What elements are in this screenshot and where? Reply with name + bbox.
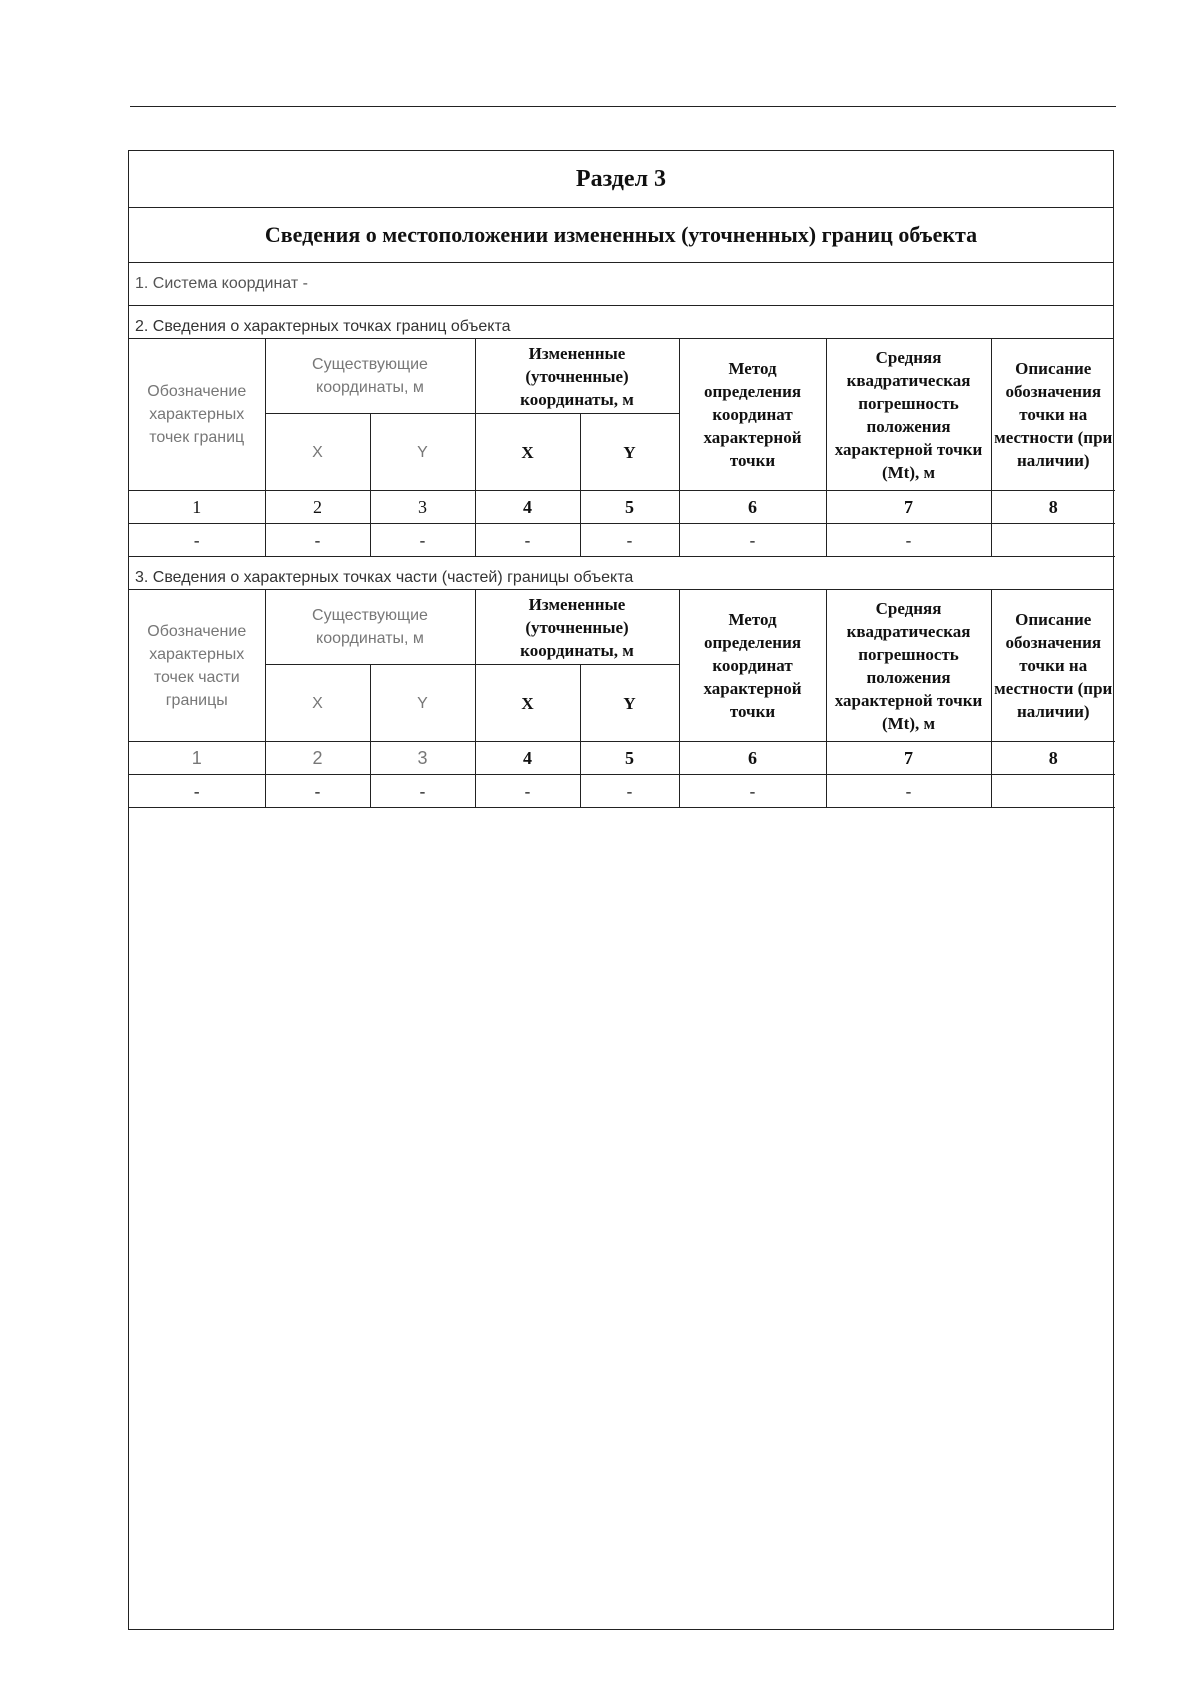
header-description: Описание обозначения точки на местности (при наличии) xyxy=(991,339,1115,491)
header-changed: Измененные (уточненные) координаты, м xyxy=(475,339,679,414)
header-changed: Измененные (уточненные) координаты, м xyxy=(475,590,679,665)
table-cell: - xyxy=(265,524,370,557)
table-cell xyxy=(991,524,1115,557)
table-row xyxy=(129,775,1115,808)
table-cell: - xyxy=(265,775,370,808)
column-number: 5 xyxy=(580,491,679,524)
column-number: 7 xyxy=(826,491,991,524)
column-number: 2 xyxy=(265,742,370,775)
section-subtitle: Сведения о местоположении измененных (уточненных) границ объекта xyxy=(129,208,1113,263)
header-designation: Обозначение характерных точек части границы xyxy=(129,590,265,742)
table-row xyxy=(129,524,1115,557)
table-cell: - xyxy=(679,524,826,557)
header-changed-y: Y xyxy=(580,665,679,742)
table1 xyxy=(129,339,1115,557)
table-cell xyxy=(991,775,1115,808)
header-changed-x: X xyxy=(475,414,580,491)
section-frame xyxy=(128,150,1114,1630)
header-description: Описание обозначения точки на местности (при наличии) xyxy=(991,590,1115,742)
table-cell: - xyxy=(475,524,580,557)
column-number: 1 xyxy=(129,491,265,524)
table2 xyxy=(129,590,1115,808)
column-number: 2 xyxy=(265,491,370,524)
column-number: 8 xyxy=(991,742,1115,775)
table-cell: - xyxy=(129,524,265,557)
header-existing: Существующие координаты, м xyxy=(265,590,475,665)
header-error: Средняя квадратическая погрешность положения характерной точки (Mt), м xyxy=(826,590,991,742)
header-existing: Существующие координаты, м xyxy=(265,339,475,414)
table-cell: - xyxy=(370,775,475,808)
column-number: 4 xyxy=(475,491,580,524)
header-method: Метод определения координат характерной точки xyxy=(679,339,826,491)
column-number: 3 xyxy=(370,491,475,524)
table-cell: - xyxy=(679,775,826,808)
section-title: Раздел 3 xyxy=(129,151,1113,208)
header-designation: Обозначение характерных точек границ xyxy=(129,339,265,491)
column-number: 8 xyxy=(991,491,1115,524)
top-rule xyxy=(130,106,1116,107)
column-number: 7 xyxy=(826,742,991,775)
header-existing-y: Y xyxy=(370,665,475,742)
table-cell: - xyxy=(129,775,265,808)
table-cell: - xyxy=(580,524,679,557)
table1-caption: 2. Сведения о характерных точках границ объекта xyxy=(129,306,1113,339)
table-cell: - xyxy=(826,775,991,808)
table-cell: - xyxy=(826,524,991,557)
column-number: 1 xyxy=(129,742,265,775)
header-changed-x: X xyxy=(475,665,580,742)
header-existing-x: X xyxy=(265,665,370,742)
table-cell: - xyxy=(580,775,679,808)
header-changed-y: Y xyxy=(580,414,679,491)
coordinate-system: 1. Система координат - xyxy=(129,263,1113,306)
column-number: 5 xyxy=(580,742,679,775)
table-cell: - xyxy=(475,775,580,808)
table2-caption: 3. Сведения о характерных точках части (частей) границы объекта xyxy=(129,557,1113,590)
column-number: 3 xyxy=(370,742,475,775)
column-number: 4 xyxy=(475,742,580,775)
column-number: 6 xyxy=(679,742,826,775)
column-number: 6 xyxy=(679,491,826,524)
header-error: Средняя квадратическая погрешность положения характерной точки (Mt), м xyxy=(826,339,991,491)
header-existing-x: X xyxy=(265,414,370,491)
header-method: Метод определения координат характерной точки xyxy=(679,590,826,742)
table-cell: - xyxy=(370,524,475,557)
header-existing-y: Y xyxy=(370,414,475,491)
